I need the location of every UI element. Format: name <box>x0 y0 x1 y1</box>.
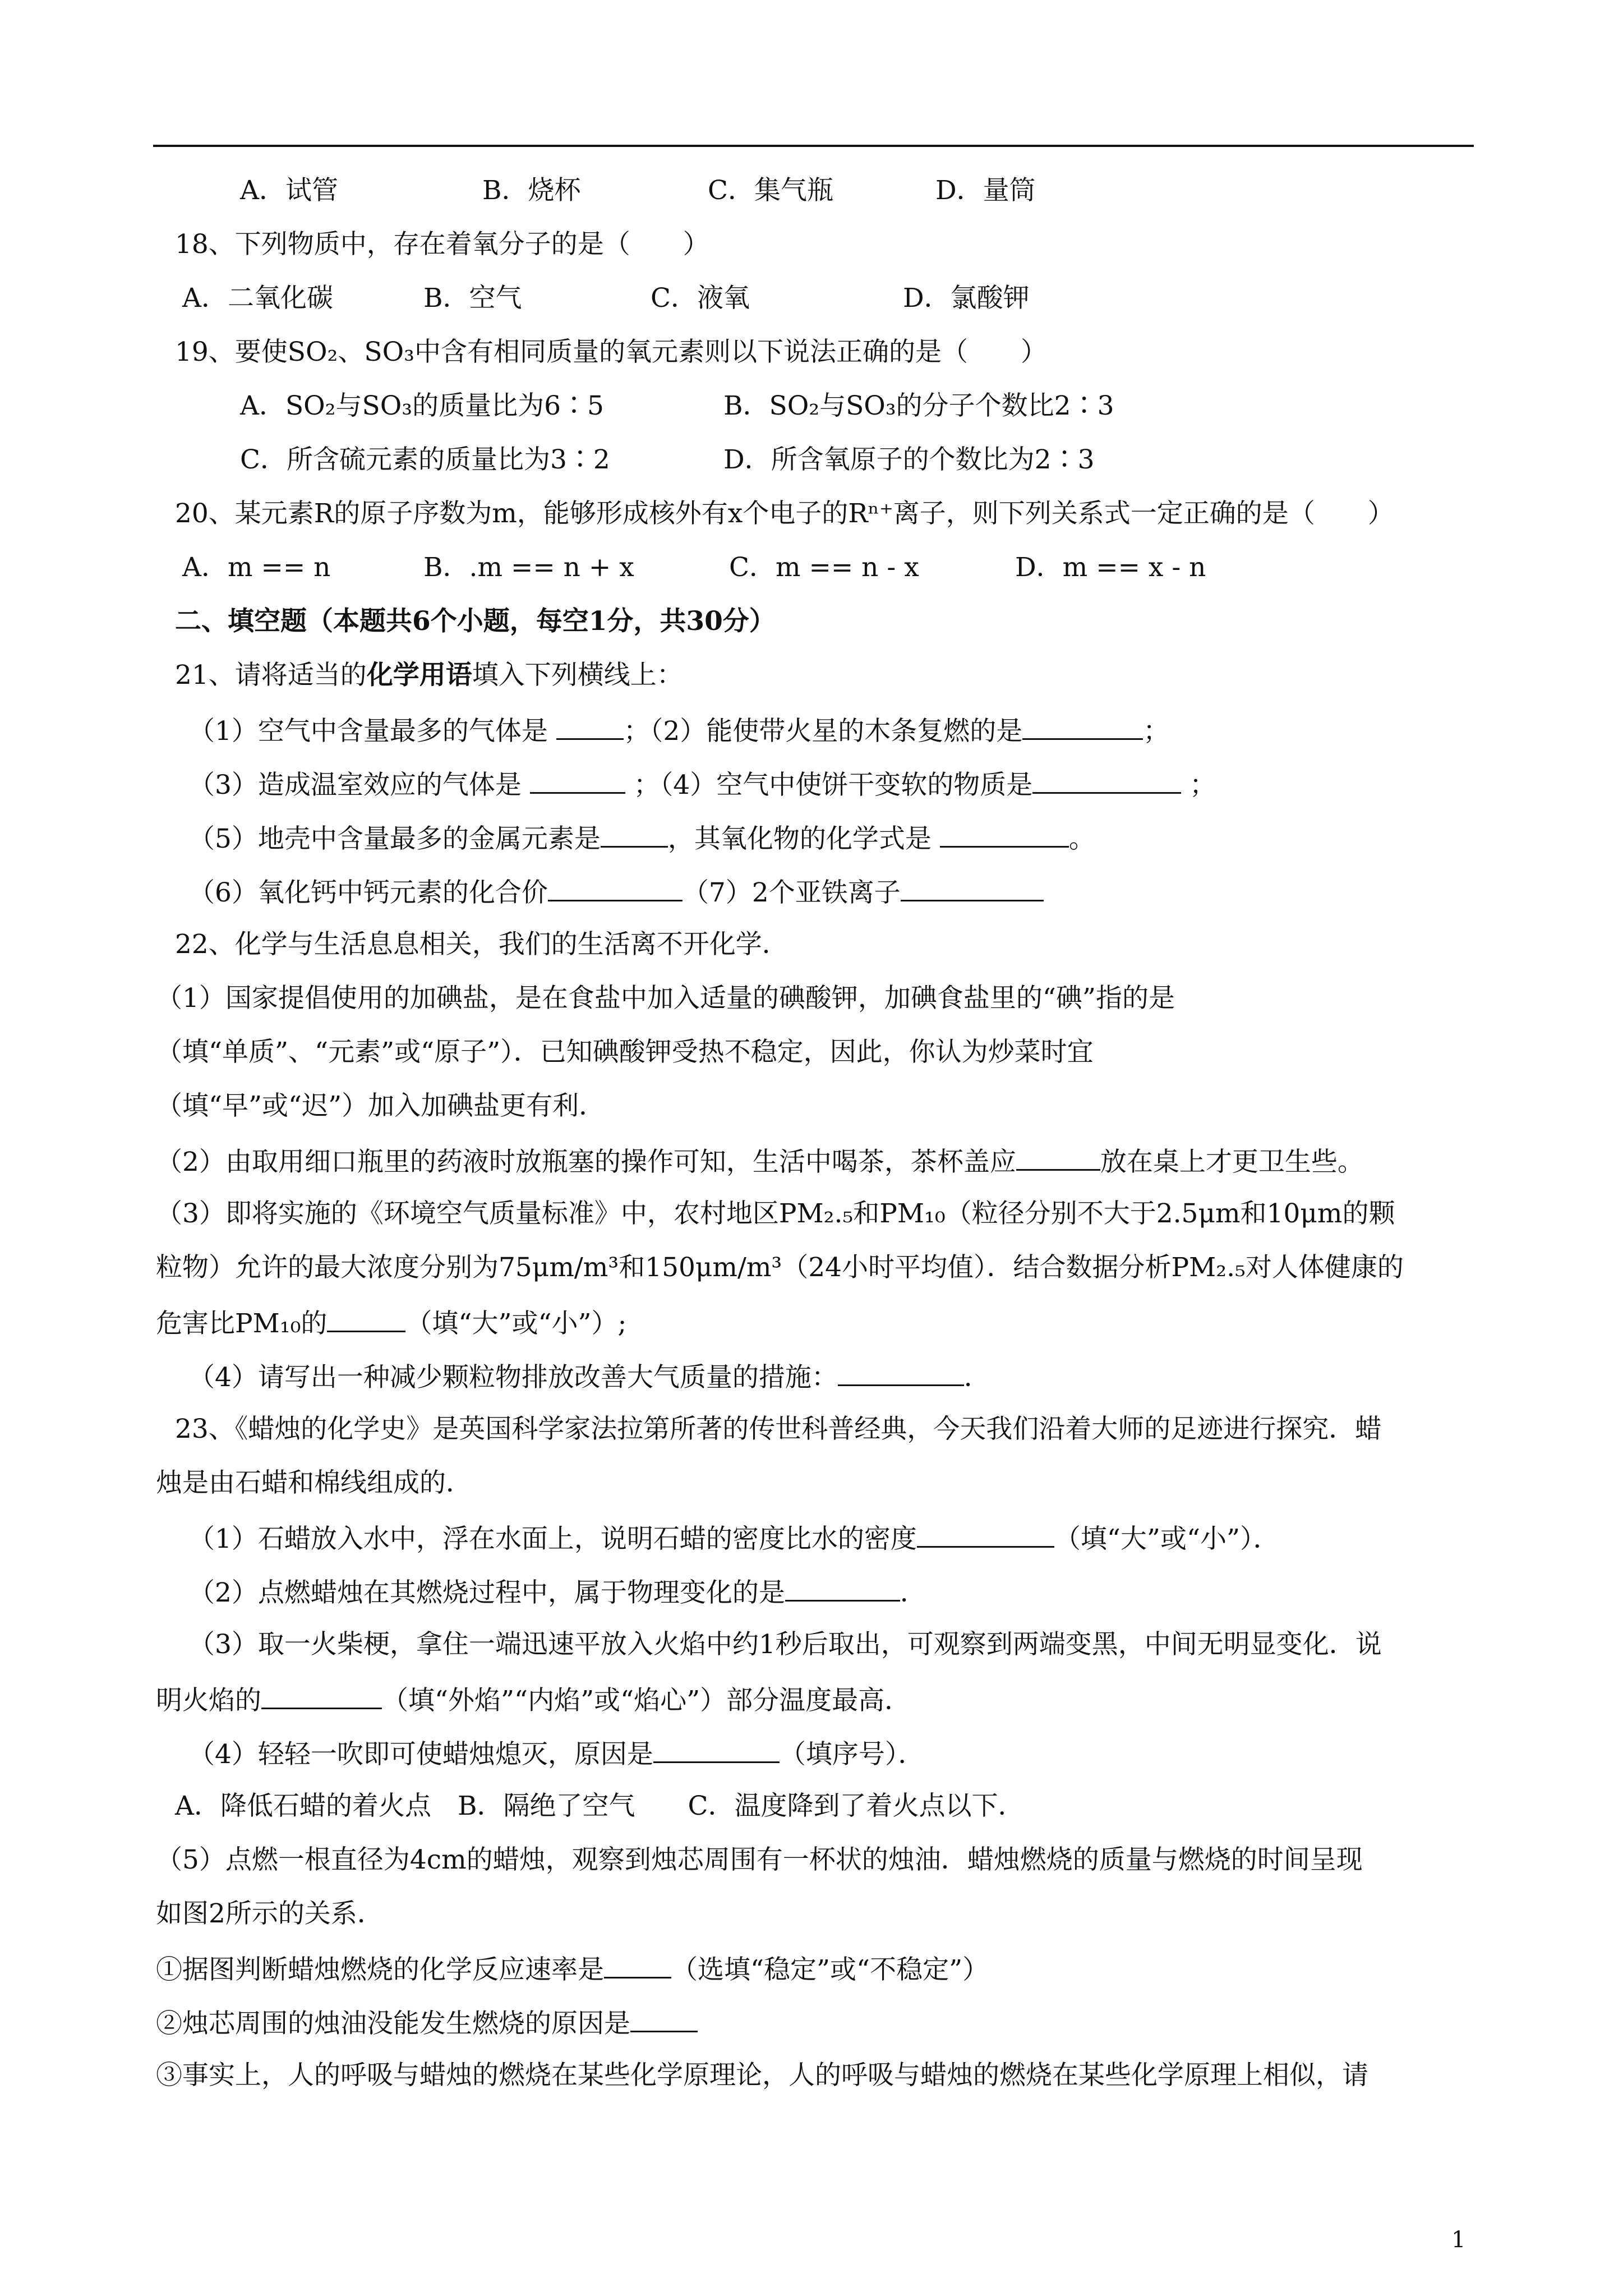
q23-blank-extinguish[interactable] <box>653 1736 780 1763</box>
q21-blank-4[interactable] <box>1032 766 1181 794</box>
header-rule <box>153 145 1474 147</box>
q23-blank-rate[interactable] <box>604 1951 671 1978</box>
q21-item-3: （3）造成温室效应的气体是 <box>188 770 522 800</box>
q23-p2 <box>188 1574 926 1608</box>
q17-option-a: A．试管 <box>240 175 338 206</box>
q22-p3-line3-text: 危害比PM₁₀的 <box>156 1308 328 1339</box>
q21-line-2 <box>188 766 1216 800</box>
q18-stem: 18、下列物质中，存在着氧分子的是（ ） <box>175 229 709 260</box>
q21-blank-8[interactable] <box>901 874 1044 901</box>
q23-blank-density[interactable] <box>917 1520 1054 1548</box>
q22-p2-end: 放在桌上才更卫生些。 <box>1100 1147 1364 1177</box>
q23-p1-end: （填“大”或“小”）． <box>1054 1524 1280 1554</box>
q18-option-b: B．空气 <box>423 283 522 314</box>
q21-blank-3[interactable] <box>530 766 625 794</box>
q23-p4-end: （填序号）． <box>779 1739 925 1770</box>
q21-item-5b: ，其氧化物的化学式是 <box>667 823 932 854</box>
q22-p1-line1: （1）国家提倡使用的加碘盐，是在食盐中加入适量的碘酸钾，加碘食盐里的“碘”指的是 <box>156 983 1175 1014</box>
q22-p4-text: （4）请写出一种减少颗粒物排放改善大气质量的措施： <box>188 1362 838 1393</box>
q21-item-4: ；（4）空气中使饼干变软的物质是 <box>633 770 1033 800</box>
q23-p1-text: （1）石蜡放入水中，浮在水面上，说明石蜡的密度比水的密度 <box>188 1524 917 1554</box>
q21-blank-6[interactable] <box>940 820 1069 848</box>
q21-blank-5[interactable] <box>601 820 668 848</box>
q23-c2-text: ②烛芯周围的烛油没能发生燃烧的原因是 <box>156 2008 630 2039</box>
q21-item-5: （5）地壳中含量最多的金属元素是 <box>188 823 601 854</box>
q21-item-6: （6）氧化钙中钙元素的化合价 <box>188 877 548 908</box>
q20-stem: 20、某元素R的原子序数为m，能够形成核外有x个电子的Rⁿ⁺离子，则下列关系式一定正确的是（ ） <box>175 498 1394 529</box>
q23-p3-line2-end: （填“外焰”“内焰”或“焰心”）部分温度最高． <box>382 1685 911 1716</box>
q23-p1 <box>188 1520 1280 1554</box>
q23-c1-text: ①据图判断蜡烛燃烧的化学反应速率是 <box>156 1954 604 1985</box>
q22-blank-tea-lid[interactable] <box>1016 1143 1100 1171</box>
q20-option-d: D．m == x - n <box>1015 552 1206 583</box>
q19-option-b: B．SO₂与SO₃的分子个数比2∶3 <box>723 390 1114 421</box>
q19-stem: 19、要使SO₂、SO₃中含有相同质量的氧元素则以下说法正确的是（ ） <box>175 337 1047 367</box>
q21-blank-2[interactable] <box>1022 712 1143 740</box>
q18-option-c: C．液氧 <box>651 283 750 314</box>
q23-blank-flame[interactable] <box>261 1682 382 1709</box>
section-2-title: 二、填空题（本题共6个小题，每空1分，共30分） <box>175 606 776 637</box>
q20-option-b: B．.m == n + x <box>423 552 634 583</box>
page-number: 1 <box>1451 2227 1466 2253</box>
q23-p5-line2: 如图2所示的关系． <box>156 1898 384 1929</box>
q22-blank-measure[interactable] <box>838 1359 964 1386</box>
q22-p3-line3 <box>156 1305 626 1338</box>
q17-option-d: D．量筒 <box>935 175 1036 206</box>
q23-line1: 23、《蜡烛的化学史》是英国科学家法拉第所著的传世科普经典，今天我们沿着大师的足迹进行探究．蜡 <box>175 1414 1382 1444</box>
q21-stem-bold: 化学用语 <box>366 660 472 691</box>
q23-blank-physical[interactable] <box>785 1574 900 1602</box>
q20-option-a: A．m == n <box>182 552 331 583</box>
q21-blank-7[interactable] <box>548 874 683 901</box>
q21-item-7: （7）2个亚铁离子 <box>682 877 901 908</box>
q23-p3-line2-text: 明火焰的 <box>156 1685 261 1716</box>
q21-item-2: ；（2）能使带火星的木条复燃的是 <box>623 716 1023 747</box>
q21-item-2-end: ； <box>1143 716 1170 747</box>
q19-option-c: C．所含硫元素的质量比为3∶2 <box>240 444 610 475</box>
q23-p4 <box>188 1736 924 1769</box>
q19-option-a: A．SO₂与SO₃的质量比为6∶5 <box>240 390 604 421</box>
q23-line2: 烛是由石蜡和棉线组成的． <box>156 1467 472 1498</box>
q23-c1 <box>156 1951 989 1985</box>
q21-stem <box>175 659 683 692</box>
q21-item-5-end: 。 <box>1068 823 1095 854</box>
q23-p5-line1: （5）点燃一根直径为4cm的蜡烛，观察到烛芯周围有一杯状的烛油．蜡烛燃烧的质量与燃烧的时间呈现 <box>156 1844 1363 1875</box>
q18-option-a: A．二氧化碳 <box>182 283 333 314</box>
q22-blank-pm[interactable] <box>327 1305 405 1332</box>
q23-blank-oil[interactable] <box>630 2005 698 2032</box>
q22-p3-line2: 粒物）允许的最大浓度分别为75μm/m³和150μm/m³（24小时平均值）．结合数据分析PM₂.₅对人体健康的 <box>156 1252 1404 1283</box>
q21-stem-a: 21、请将适当的 <box>175 660 367 691</box>
q22-p4-end: ． <box>963 1362 990 1393</box>
q22-stem: 22、化学与生活息息相关，我们的生活离不开化学． <box>175 929 789 960</box>
q21-line-1 <box>188 712 1169 746</box>
q23-p3-line2 <box>156 1682 911 1715</box>
q23-p2-text: （2）点燃蜡烛在其燃烧过程中，属于物理变化的是 <box>188 1577 785 1608</box>
q23-c1-end: （选填“稳定”或“不稳定”） <box>671 1954 989 1985</box>
q19-option-d: D．所含氧原子的个数比为2∶3 <box>723 444 1095 475</box>
q21-item-1: （1）空气中含量最多的气体是 <box>188 716 548 747</box>
q23-p2-end: ． <box>900 1577 926 1608</box>
q22-p2 <box>156 1143 1364 1177</box>
q22-p1-line3: （填“早”或“迟”）加入加碘盐更有利． <box>156 1091 606 1121</box>
q20-option-c: C．m == n - x <box>729 552 919 583</box>
q21-line-4 <box>188 874 1044 908</box>
q21-line-3 <box>188 820 1095 854</box>
q23-c3: ③事实上，人的呼吸与蜡烛的燃烧在某些化学原理论，人的呼吸与蜡烛的燃烧在某些化学原理上相似，请 <box>156 2060 1368 2091</box>
q23-c2 <box>156 2005 698 2039</box>
q21-stem-b: 填入下列横线上： <box>472 660 683 691</box>
q23-p4-text: （4）轻轻一吹即可使蜡烛熄灭，原因是 <box>188 1739 653 1770</box>
q17-option-c: C．集气瓶 <box>708 175 833 206</box>
q21-item-4-end: ； <box>1189 770 1216 800</box>
q22-p1-line2: （填“单质”、“元素”或“原子”）．已知碘酸钾受热不稳定，因此，你认为炒菜时宜 <box>156 1037 1094 1068</box>
q21-blank-1[interactable] <box>556 712 624 740</box>
q22-p3-line1: （3）即将实施的《环境空气质量标准》中，农村地区PM₂.₅和PM₁₀（粒径分别不大于2.5μm和10μm的颗 <box>156 1198 1395 1229</box>
q18-option-d: D．氯酸钾 <box>903 283 1030 314</box>
q22-p4 <box>188 1359 990 1392</box>
q17-option-b: B．烧杯 <box>482 175 581 206</box>
q22-p3-line3-end: （填“大”或“小”）; <box>405 1308 627 1339</box>
q22-p2-text: （2）由取用细口瓶里的药液时放瓶塞的操作可知，生活中喝茶，茶杯盖应 <box>156 1147 1016 1177</box>
q23-p3-line1: （3）取一火柴梗，拿住一端迅速平放入火焰中约1秒后取出，可观察到两端变黑，中间无明显变化．说 <box>188 1629 1382 1660</box>
q23-p4-options: A．降低石蜡的着火点 B．隔绝了空气 C．温度降到了着火点以下． <box>175 1791 1025 1821</box>
